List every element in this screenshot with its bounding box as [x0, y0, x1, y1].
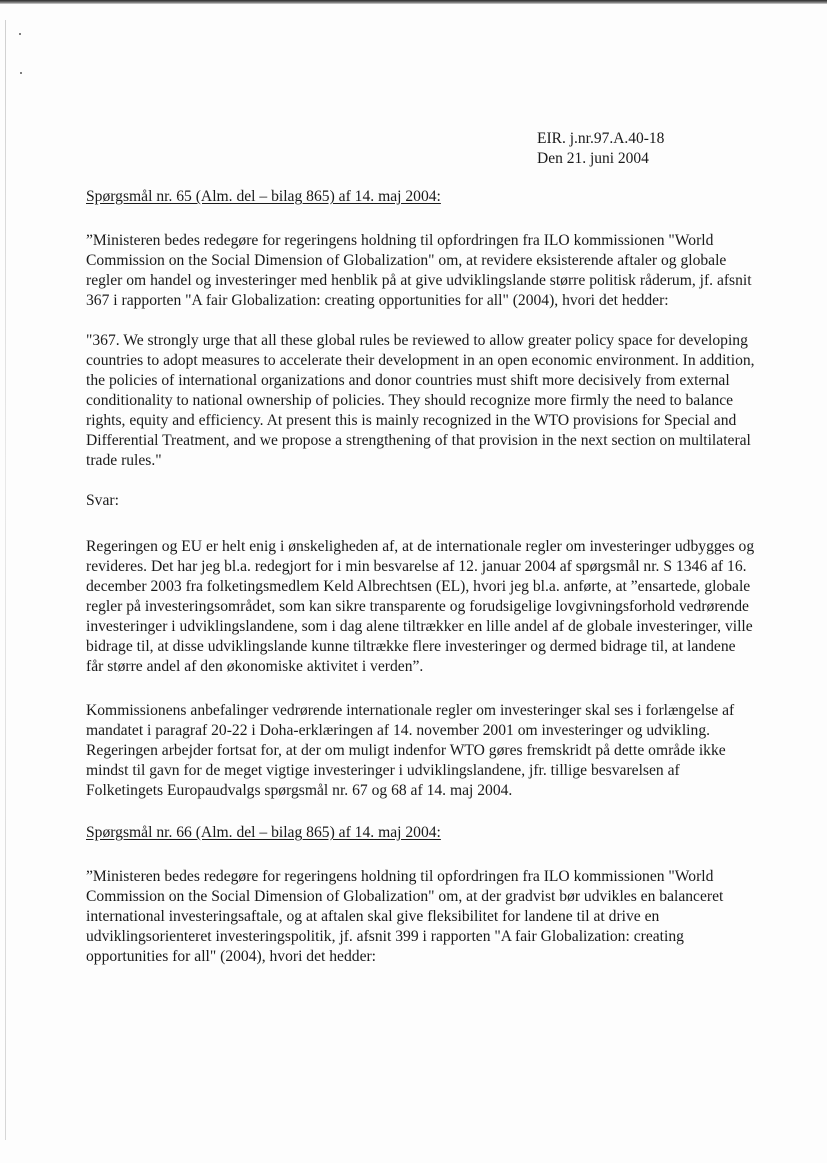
- question-66-text: ”Ministeren bedes redegøre for regeringens holdning til opfordringen fra ILO kommissionen "World Commission on the Social Dimension of Globalization" om, at der gradvist bør udvikles en balanceret international investeringsaftale, og at aftalen skal give fleksibilitet for landene til at drive en udviklingsorienteret investeringspolitik, jf. afsnit 399 i rapporten "A fair Globalization: creating opportunities for all" (2004), hvori det hedder:: [86, 868, 724, 965]
- scan-speck: [19, 33, 21, 35]
- answer-label: Svar:: [86, 492, 119, 509]
- document-body: [86, 187, 756, 967]
- scan-speck: [20, 72, 22, 74]
- question-66-heading: Spørgsmål nr. 66 (Alm. del – bilag 865) af 14. maj 2004:: [86, 824, 441, 841]
- answer-paragraph-1: Regeringen og EU er helt enig i ønskeligheden af, at de internationale regler om investeringer udbygges og revideres. Det har jeg bl.a. redegjort for i min besvarelse af 12. januar 2004 af spørgsmål nr. S 1346 af 16. december 2003 fra folketingsmedlem Keld Albrechtsen (EL), hvori jeg bl.a. anførte, at ”ensartede, globale regler på investeringsområdet, som kan sikre transparente og forudsigelige lovgivningsforhold vedrørende investeringer i udviklingslandene, som i dag alene tiltrækker en lille andel af de globale investeringer, ville bidrage til, at disse udviklingslande kunne tiltrække flere investeringer og dermed bidrage til, at landene får større andel af den økonomiske aktivitet i verden”.: [86, 538, 755, 675]
- document-date: Den 21. juni 2004: [537, 150, 649, 167]
- question-65-quote: "367. We strongly urge that all these global rules be reviewed to allow greater policy space for developing countries to adopt measures to accelerate their development in an open economic environment. In addition, the policies of international organizations and donor countries must shift more decisively from external conditionality to national ownership of policies. They should recognize more firmly the need to balance rights, equity and efficiency. At present this is mainly recognized in the WTO provisions for Special and Differential Treatment, and we propose a strengthening of that provision in the next section on multilateral trade rules.": [86, 332, 755, 469]
- journal-number: EIR. j.nr.97.A.40-18: [537, 130, 665, 147]
- scan-top-edge: [0, 0, 827, 4]
- answer-paragraph-2: Kommissionens anbefalinger vedrørende internationale regler om investeringer skal ses i forlængelse af mandatet i paragraf 20-22 i Doha-erklæringen af 14. november 2001 om investeringer og udvikling. Regeringen arbejder fortsat for, at der om muligt indenfor WTO gøres fremskridt på dette område ikke mindst til gavn for de meget vigtige investeringer i udviklingslandene, jfr. tillige besvarelsen af Folketingets Europaudvalgs spørgsmål nr. 67 og 68 af 14. maj 2004.: [86, 702, 735, 799]
- question-65-heading: Spørgsmål nr. 65 (Alm. del – bilag 865) af 14. maj 2004:: [86, 188, 441, 205]
- document-header: [537, 129, 664, 169]
- scan-left-edge: [5, 20, 6, 1140]
- question-65-text: ”Ministeren bedes redegøre for regeringens holdning til opfordringen fra ILO kommissionen "World Commission on the Social Dimension of Globalization" om, at revidere eksisterende aftaler og globale regler om handel og investeringer med henblik på at give udviklingslande større politisk råderum, jf. afsnit 367 i rapporten "A fair Globalization: creating opportunities for all" (2004), hvori det hedder:: [86, 232, 752, 309]
